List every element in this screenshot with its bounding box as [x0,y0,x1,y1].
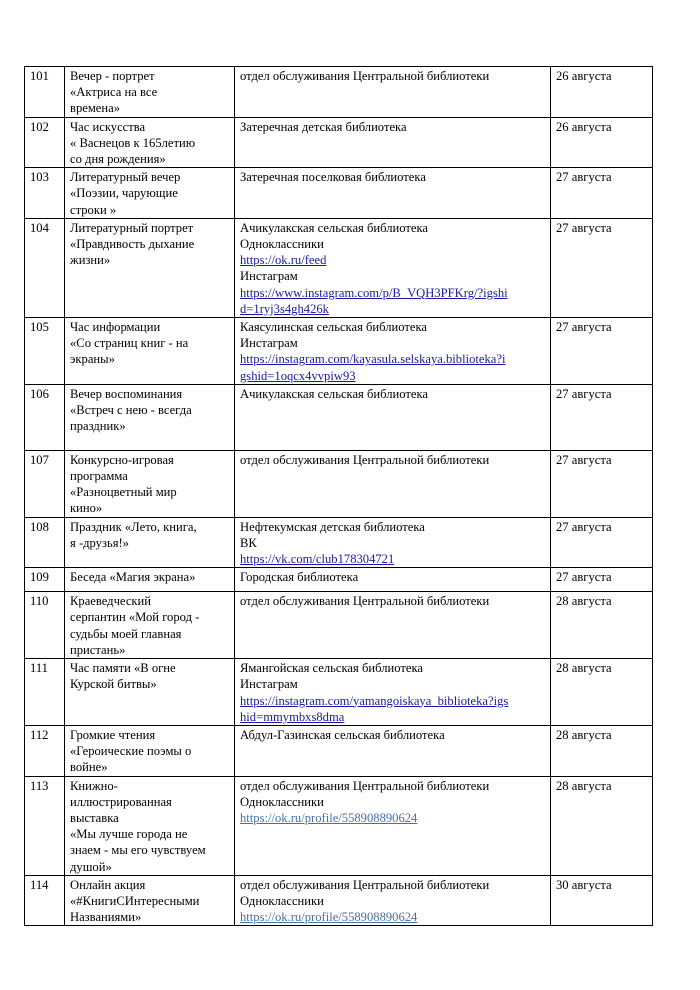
event-venue [235,659,551,726]
event-date: 28 августа [551,725,653,776]
text-line: Затеречная детская библиотека [240,119,407,134]
event-date: 27 августа [551,318,653,385]
text-line: «Поэзии, чарующие [70,186,178,201]
event-date: 28 августа [551,776,653,875]
event-title [65,318,235,385]
url-link[interactable]: hid=mmymbxs8dma [240,709,345,724]
url-link[interactable]: https://instagram.com/kayasula.selskaya.biblioteka?i [240,352,506,367]
text-line: программа [70,469,128,484]
text-line: Вечер воспоминания [70,386,183,401]
text-line: Книжно- [70,778,118,793]
event-date: 27 августа [551,384,653,450]
table-row [25,568,653,592]
event-date: 26 августа [551,67,653,118]
text-line: судьбы моей главная [70,626,182,641]
text-line: Ачикулакская сельская библиотека [240,220,428,235]
row-number: 102 [25,117,65,168]
text-line: со дня рождения» [70,152,166,167]
text-line: «Мы лучше города не [70,827,188,842]
row-number: 108 [25,517,65,568]
text-line: праздник» [70,419,126,434]
event-venue [235,218,551,317]
table-row [25,517,653,568]
text-line: Курской битвы» [70,677,157,692]
row-number: 109 [25,568,65,592]
text-line: отдел обслуживания Центральной библиотеки [240,452,490,467]
text-line: Ямангойская сельская библиотека [240,661,423,676]
event-date: 27 августа [551,218,653,317]
event-title [65,517,235,568]
event-venue [235,318,551,385]
text-line: жизни» [70,253,111,268]
text-line: Час искусства [70,119,146,134]
table-row [25,725,653,776]
event-title [65,592,235,659]
events-table-body [25,67,653,926]
text-line: серпантин «Мой город - [70,610,200,625]
url-link[interactable]: d=1ryj3s4gh426k [240,301,329,316]
event-venue [235,568,551,592]
event-venue [235,776,551,875]
text-line: пристань» [70,642,126,657]
row-number: 112 [25,725,65,776]
row-number: 105 [25,318,65,385]
text-line: Нефтекумская детская библиотека [240,519,425,534]
text-line: отдел обслуживания Центральной библиотеки [240,877,490,892]
row-number: 104 [25,218,65,317]
event-title [65,725,235,776]
url-link[interactable]: https://www.instagram.com/p/B_VQH3PFKrg/?igshi [240,285,508,300]
event-venue [235,517,551,568]
event-date: 26 августа [551,117,653,168]
table-row [25,776,653,875]
table-row [25,318,653,385]
text-line: Вечер - портрет [70,69,155,83]
row-number: 101 [25,67,65,118]
text-line: Одноклассники [240,237,324,252]
event-title [65,450,235,517]
event-venue [235,875,551,926]
text-line: отдел обслуживания Центральной библиотеки [240,778,490,793]
text-line: Час памяти «В огне [70,661,176,676]
event-venue [235,450,551,517]
text-line: Час информации [70,320,161,335]
row-number: 113 [25,776,65,875]
text-line: Ачикулакская сельская библиотека [240,386,428,401]
text-line: «Со страниц книг - на [70,336,189,351]
row-number: 110 [25,592,65,659]
row-number: 103 [25,168,65,219]
text-line: Одноклассники [240,893,324,908]
text-line: Инстаграм [240,336,298,351]
event-title [65,659,235,726]
table-row [25,67,653,118]
text-line: выставка [70,810,119,825]
url-link[interactable]: https://ok.ru/feed [240,253,327,268]
text-line: «Разноцветный мир [70,485,177,500]
table-row [25,450,653,517]
event-date: 28 августа [551,592,653,659]
row-number: 111 [25,659,65,726]
text-line: Инстаграм [240,269,298,284]
text-line: «Актриса на все [70,85,158,100]
text-line: Громкие чтения [70,727,156,742]
event-title [65,776,235,875]
text-line: экраны» [70,352,115,367]
table-row [25,875,653,926]
text-line: я -друзья!» [70,535,129,550]
text-line: Одноклассники [240,794,324,809]
text-line: иллюстрированная [70,794,172,809]
event-date: 27 августа [551,568,653,592]
text-line: Краеведческий [70,594,152,609]
text-line: войне» [70,760,108,775]
event-venue [235,592,551,659]
table-row [25,384,653,450]
table-row [25,168,653,219]
text-line: знаем - мы его чувствуем [70,843,206,858]
event-title [65,117,235,168]
event-venue [235,725,551,776]
row-number: 106 [25,384,65,450]
text-line: ВК [240,535,257,550]
event-title [65,875,235,926]
text-line: Абдул-Газинская сельская библиотека [240,727,445,742]
event-date: 27 августа [551,168,653,219]
url-link[interactable]: https://vk.com/club178304721 [240,552,395,567]
text-line: Городская библиотека [240,570,359,585]
text-line: душой» [70,859,112,874]
event-title [65,384,235,450]
text-line: Онлайн акция [70,877,146,892]
text-line: Конкурсно-игровая [70,452,174,467]
events-table [24,66,653,926]
text-line: Затеречная поселковая библиотека [240,170,426,185]
event-title [65,218,235,317]
text-line: Инстаграм [240,677,298,692]
event-venue [235,117,551,168]
text-line: Названиями» [70,910,142,925]
text-line: кино» [70,501,103,516]
url-link[interactable]: https://ok.ru/profile/558908890624 [240,910,418,925]
table-row [25,218,653,317]
text-line: «Встреч с нею - всегда [70,403,192,418]
text-line: Литературный портрет [70,220,194,235]
url-link[interactable]: https://instagram.com/yamangoiskaya_biblioteka?igs [240,693,509,708]
text-line: «Правдивость дыхание [70,237,195,252]
url-link[interactable]: gshid=1oqcx4vvpiw93 [240,368,356,383]
text-line: отдел обслуживания Центральной библиотеки [240,69,490,83]
event-venue [235,384,551,450]
text-line: отдел обслуживания Центральной библиотеки [240,594,490,609]
event-venue [235,168,551,219]
event-date: 30 августа [551,875,653,926]
text-line: Беседа «Магия экрана» [70,570,196,585]
row-number: 107 [25,450,65,517]
event-date: 28 августа [551,659,653,726]
event-title [65,168,235,219]
url-link[interactable]: https://ok.ru/profile/558908890624 [240,810,418,825]
text-line: строки » [70,202,117,217]
text-line: «Героические поэмы о [70,744,192,759]
text-line: Праздник «Лето, книга, [70,519,197,534]
event-date: 27 августа [551,517,653,568]
table-row [25,592,653,659]
text-line: времена» [70,101,121,116]
table-row [25,117,653,168]
event-title [65,67,235,118]
text-line: «#КнигиСИнтересными [70,893,200,908]
text-line: Литературный вечер [70,170,181,185]
text-line: Каясулинская сельская библиотека [240,320,428,335]
row-number: 114 [25,875,65,926]
event-venue [235,67,551,118]
event-title [65,568,235,592]
event-date: 27 августа [551,450,653,517]
table-row [25,659,653,726]
text-line: « Васнецов к 165летию [70,135,196,150]
